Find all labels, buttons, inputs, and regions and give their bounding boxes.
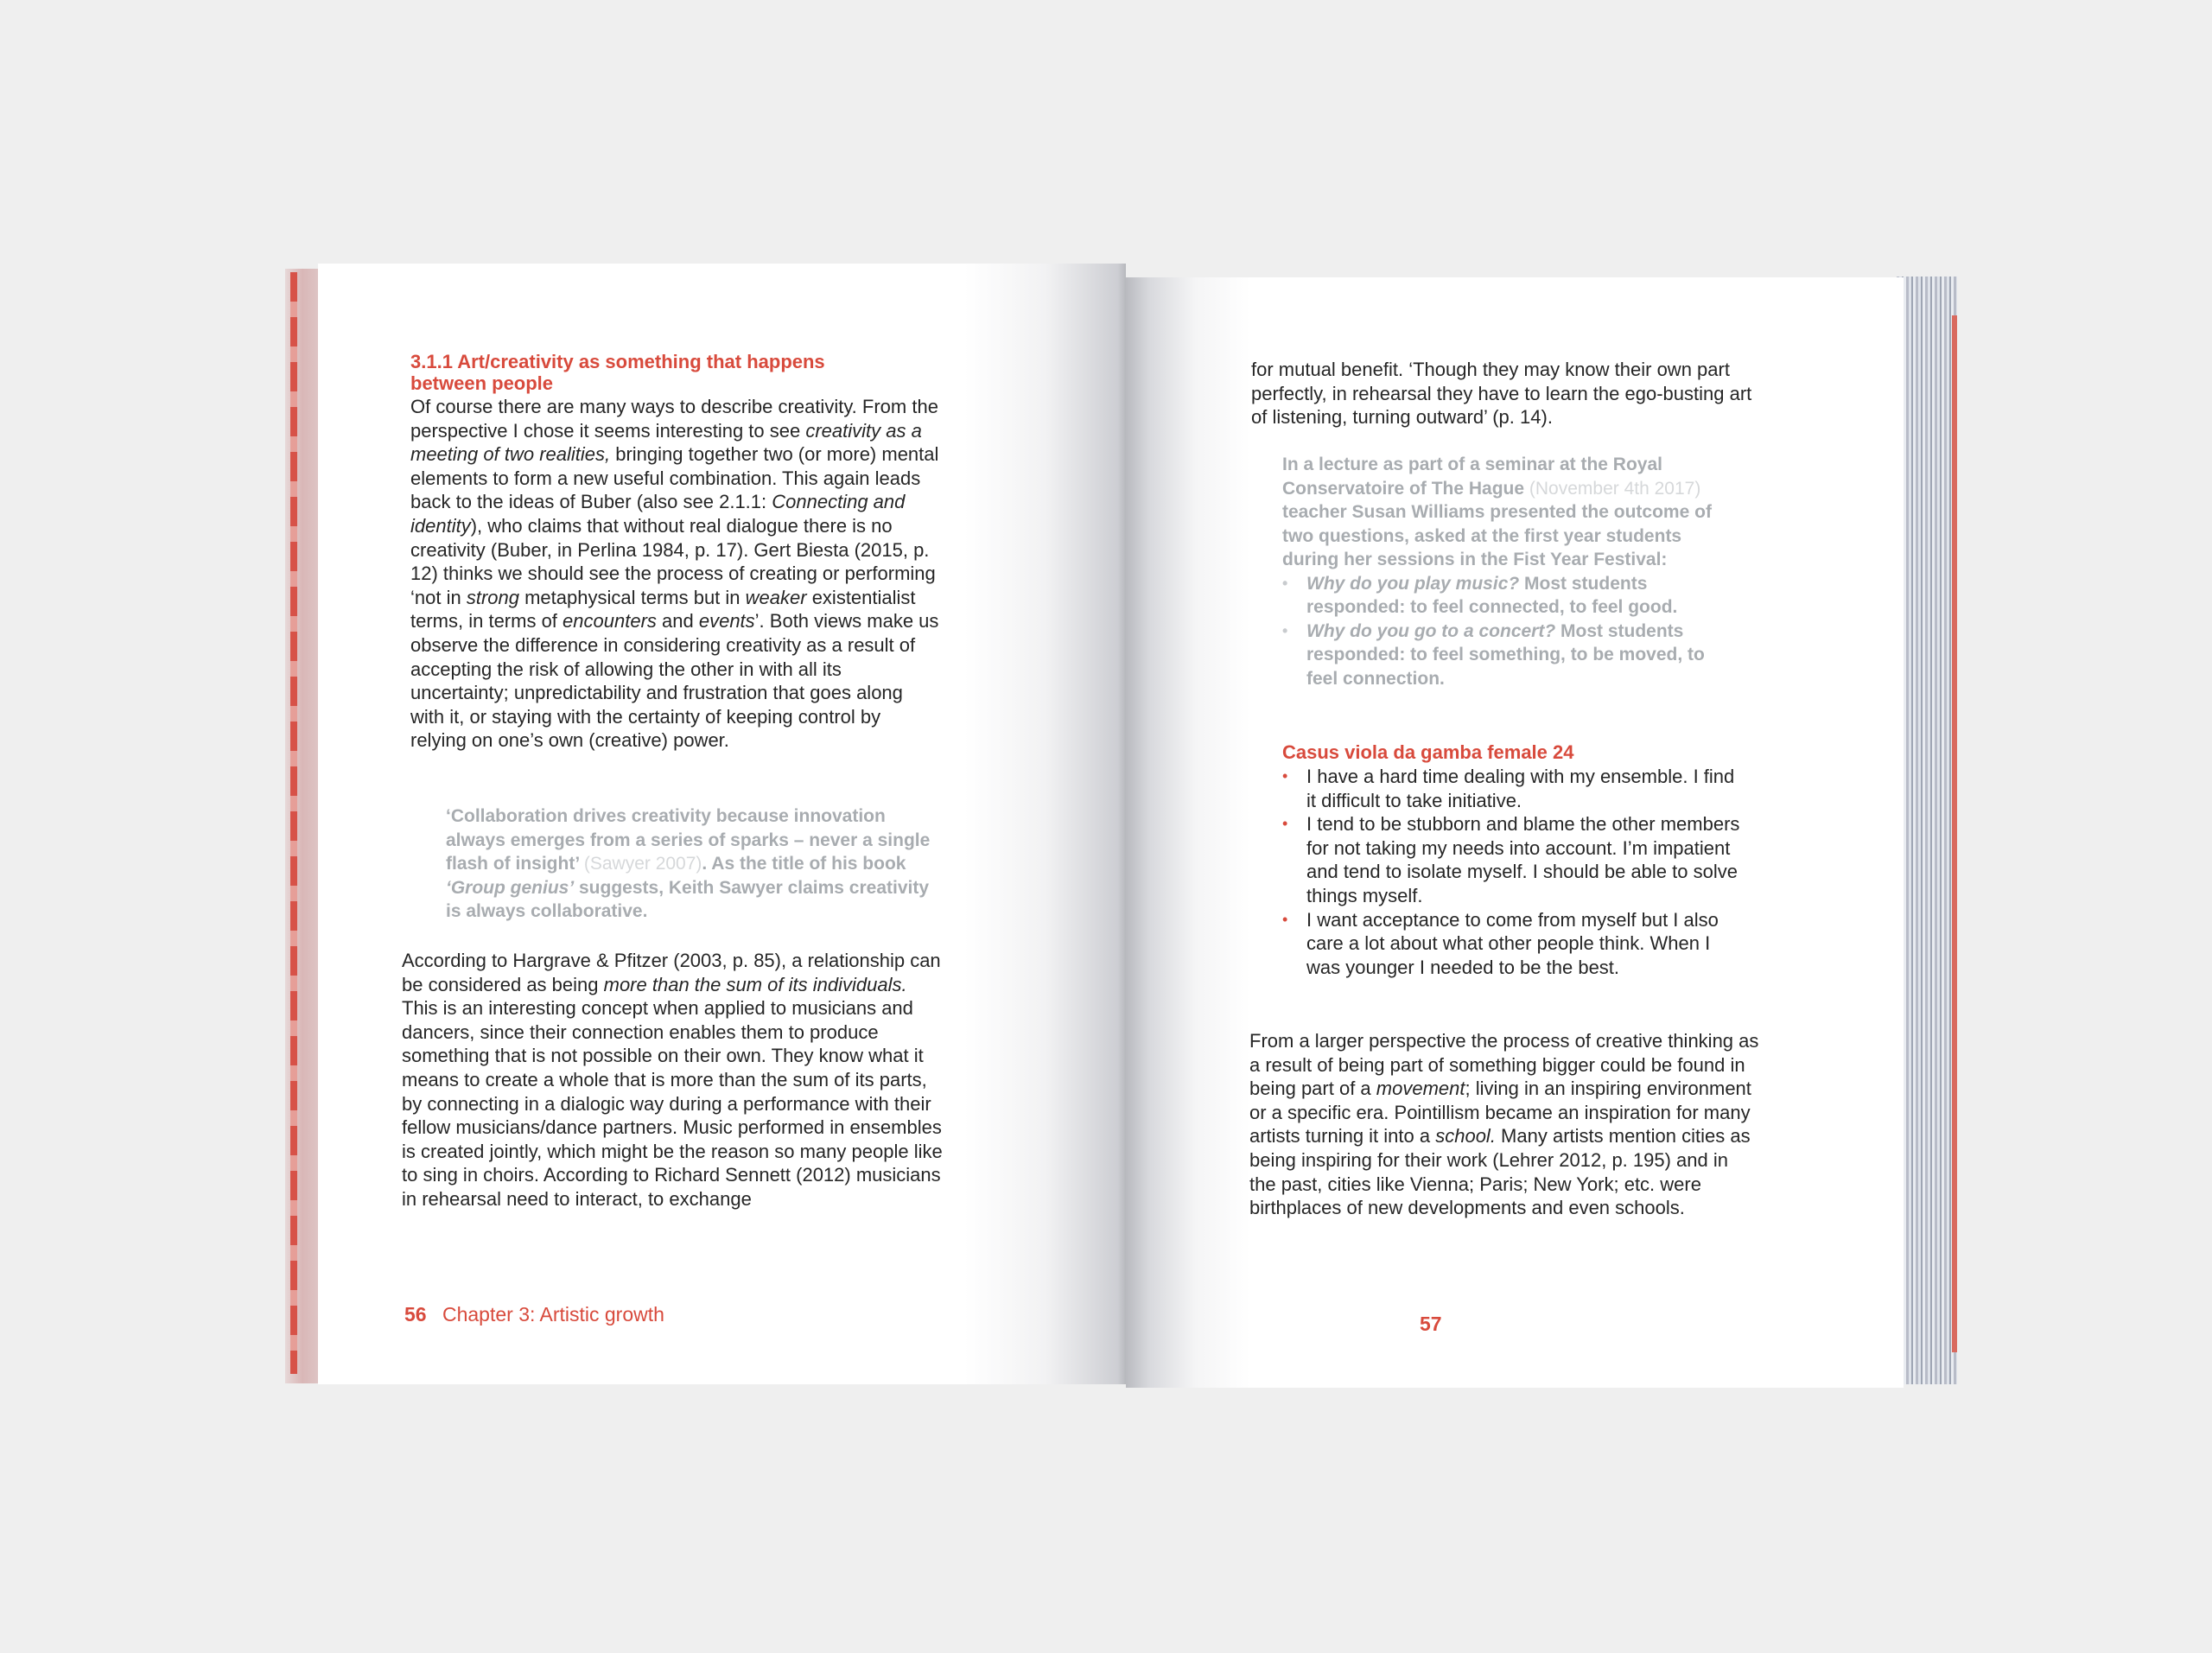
emphasis-text: weaker [745, 586, 807, 608]
quote-list-item [1282, 572, 1740, 620]
case-heading: Casus viola da gamba female 24 [1282, 741, 1574, 763]
left-paragraph-1 [410, 395, 942, 753]
open-book [285, 264, 1957, 1387]
question-text: Why do you play music? [1306, 573, 1520, 594]
book-right-edge [1897, 277, 1957, 1384]
text-run: ; living in an inspiring environment or a specific era. Pointillism became an inspiration for many artists turning it into a [1249, 1078, 1751, 1148]
text-run: ), who claims that without real dialogue there is no creativity (Buber, in Perlina 1984, p. 17). Gert Biesta (2015, p. 12) thinks we should see the process of creating or performing ‘not in [410, 514, 936, 608]
quote-list-item [1282, 620, 1740, 691]
text-run: In a lecture as part of a seminar at the Royal Conservatoire of The Hague [1282, 455, 1662, 499]
text-run: and [656, 610, 699, 633]
quote-question-list [1282, 572, 1740, 691]
book-left-edge-red-marks [290, 272, 297, 1374]
text-run: teacher Susan Williams presented the outcome of two questions, asked at the first year students during her sessions in the Fist Year Festival: [1282, 502, 1712, 569]
case-list-item: • I want acceptance to come from myself but I also care a lot about what other people think. When I was younger I needed to be the best. [1282, 908, 1749, 980]
emphasis-text: Connecting and identity [410, 491, 906, 537]
right-page [1126, 277, 1904, 1388]
case-list [1282, 765, 1749, 979]
page-footer-right [1420, 1313, 1442, 1336]
citation-text: (November 4th 2017) [1529, 478, 1701, 499]
text-run: suggests, Keith Sawyer claims creativity is always collaborative. [446, 877, 930, 921]
text-run: According to Hargrave & Pfitzer (2003, p. 85), a relationship can be considered as being [402, 950, 941, 995]
emphasis-text: more than the sum of its individuals. [603, 973, 907, 995]
case-list-item: • I have a hard time dealing with my ensemble. I find it difficult to take initiative. [1282, 765, 1749, 812]
question-text: Why do you go to a concert? [1306, 620, 1556, 641]
case-list-item: • I tend to be stubborn and blame the other members for not taking my needs into account. I’m impatient and tend to isolate myself. I should be able to solve things myself. [1282, 812, 1749, 907]
answer-text: Most students responded: to feel connected, to feel good. [1306, 573, 1678, 617]
page-footer-left [404, 1303, 664, 1326]
lecture-quote [1282, 453, 1740, 690]
left-page [318, 264, 1126, 1384]
right-paragraph-2 [1249, 1029, 1759, 1220]
emphasis-text: events [698, 610, 755, 633]
text-run: ‘Collaboration drives creativity because innovation always emerges from a series of sparks – never a single flash of insight’ [446, 806, 931, 874]
text-run: . As the title of his book [702, 854, 906, 874]
left-paragraph-2 [402, 949, 946, 1211]
sawyer-quote [446, 804, 940, 924]
running-head: Chapter 3: Artistic growth [442, 1303, 664, 1326]
citation-text: (Sawyer 2007) [583, 854, 702, 874]
emphasis-text: school. [1435, 1125, 1496, 1148]
text-run: This is an interesting concept when applied to musicians and dancers, since their connection enables them to produce something that is not possible on their own. They know what it means to create a whole that is more than the sum of its parts, by connecting in a dialogic way during a performance with their fellow musicians/dance partners. Music performed in ensembles is created jointly, which might be the reason so many people like to sing in choirs. According to Richard Sennett (2012) musicians in rehearsal need to interact, to exchange [402, 997, 943, 1210]
text-run: Of course there are many ways to describe creativity. From the perspective I chose it seems interesting to see [410, 396, 938, 442]
text-run: ’. Both views make us observe the difference in considering creativity as a result of accepting the risk of allowing the other in with all its uncertainty; unpredictability and frustration that goes along with it, or staying with the certainty of keeping control by relying on one’s own (creative) power. [410, 610, 939, 752]
emphasis-text: encounters [563, 610, 657, 633]
text-run: bringing together two (or more) mental elements to form a new useful combination. This again leads back to the ideas of Buber (also see 2.1.1: [410, 443, 939, 513]
section-heading: 3.1.1 Art/creativity as something that happens between people [410, 351, 825, 394]
lecture-quote-intro [1282, 453, 1740, 572]
case-block [1282, 741, 1749, 979]
text-run: Many artists mention cities as being inspiring for their work (Lehrer 2012, p. 195) and in the past, cities like Vienna; Paris; New York; etc. were birthplaces of new developments and even schools. [1249, 1125, 1751, 1219]
page-number-56: 56 [404, 1303, 427, 1326]
emphasis-text: strong [466, 586, 519, 608]
page-number-57: 57 [1420, 1313, 1442, 1335]
answer-text: Most students responded: to feel something, to be moved, to feel connection. [1306, 620, 1705, 689]
emphasis-text: creativity as a meeting of two realities, [410, 419, 922, 466]
right-paragraph-1: for mutual benefit. ‘Though they may know their own part perfectly, in rehearsal they have to learn the ego-busting art of listening, turning outward’ (p. 14). [1251, 359, 1752, 429]
emphasis-text: movement [1376, 1078, 1465, 1100]
text-run: existentialist terms, in terms of [410, 586, 916, 633]
emphasis-text: ‘Group genius’ [446, 877, 575, 898]
book-right-edge-red-mark [1952, 315, 1957, 1352]
text-run: From a larger perspective the process of creative thinking as a result of being part of something bigger could be found in being part of a [1249, 1030, 1759, 1100]
text-run: metaphysical terms but in [518, 586, 746, 608]
